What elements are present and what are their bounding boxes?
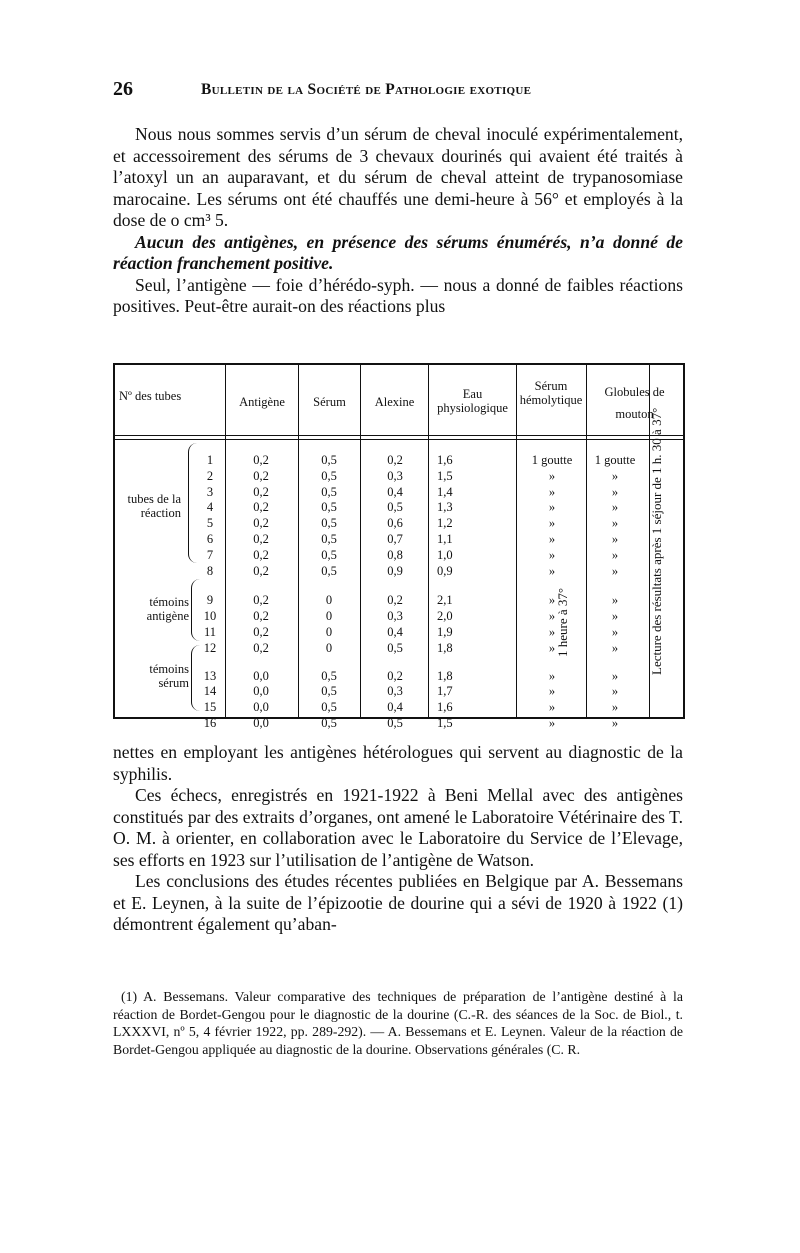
cell-antigene: 0,2 [253,453,269,467]
page-header [113,78,683,102]
cell-eau: 1,5 [437,468,453,483]
cell-antigene: 0,0 [253,684,269,699]
cell-alexine: 0,8 [387,547,403,562]
cell-serum: 0 [325,609,333,624]
cell-hemo: » [548,640,556,655]
cell-antigene: 0,2 [253,468,269,483]
cell-hemo: » [548,684,556,699]
paragraph: nettes en employant les antigènes hétérologues qui servent au diagnostic de la syphilis. [113,742,683,784]
paragraph: Nous nous sommes servis d’un sérum de cheval inoculé expérimentalement, et accessoirement des sérums de 3 chevaux dourinés qui avaient été traités à l’atoxyl un an auparavant, et du sérum de cheval atteint de trypanosomiase marocaine. Les sérums ont été chauffés une demi-heure à 56° et employés à la dose de o cm³ 5. [113,124,683,230]
cell-no: 1 [206,453,214,467]
cell-glob: » [611,700,619,715]
cell-eau: 1,2 [437,516,453,531]
cell-no: 5 [206,516,214,531]
header-alexine: Alexine [374,395,415,409]
top-text [113,124,683,318]
cell-antigene: 0,2 [253,532,269,546]
header-serum: Sérum [313,395,346,409]
cell-no: 3 [206,484,214,499]
cell-eau: 1,5 [437,716,453,730]
cell-no: 11 [203,625,217,639]
cell-hemo: » [548,532,556,546]
cell-alexine: 0,5 [387,716,403,730]
cell-no: 8 [206,563,214,578]
cell-glob: 1 goutte [594,453,636,467]
cell-alexine: 0,2 [387,668,403,683]
cell-eau: 1,6 [437,453,453,467]
running-title: Bulletin de la Société de Pathologie exotique [201,81,532,98]
results-table [113,363,685,730]
cell-eau: 2,1 [437,593,453,608]
cell-glob: » [611,684,619,699]
cell-glob: » [611,668,619,683]
cell-serum: 0 [325,593,333,608]
cell-glob: » [611,500,619,515]
cell-eau: 1,1 [437,532,453,546]
cell-eau: 1,6 [437,700,453,715]
cell-alexine: 0,2 [387,453,403,467]
cell-antigene: 0,0 [253,716,269,730]
cell-serum: 0,5 [321,516,337,531]
header-antigene: Antigène [239,395,285,409]
cell-hemo: » [548,668,556,683]
cell-antigene: 0,0 [253,668,269,683]
header-serum-hemolytique: Sérum hémolytique [519,379,583,407]
cell-antigene: 0,2 [253,484,269,499]
cell-serum: 0,5 [321,563,337,578]
cell-glob: » [611,716,619,730]
cell-alexine: 0,4 [387,625,403,639]
cell-no: 15 [203,700,217,715]
paragraph: Ces échecs, enregistrés en 1921-1922 à Beni Mellal avec des antigènes constitués par des extraits d’organes, ont amené le Laboratoire Vétérinaire des T. O. M. à orienter, en collaboration avec le Laboratoire du Service de l’Elevage, ses efforts en 1923 sur l’utilisation de l’antigène de Watson. [113,785,683,870]
cell-no: 2 [206,468,214,483]
cell-hemo: » [548,484,556,499]
cell-antigene: 0,2 [253,516,269,531]
cell-glob: » [611,468,619,483]
cell-eau: 1,0 [437,547,453,562]
cell-serum: 0,5 [321,468,337,483]
group-label-reaction: tubes de la réaction [127,492,181,520]
cell-serum: 0,5 [321,684,337,699]
cell-hemo: » [548,500,556,515]
paragraph: Seul, l’antigène — foie d’hérédo-syph. — nous a donné de faibles réactions positives. Peut-être aurait-on des réactions plus [113,274,683,316]
cell-hemo: 1 goutte [531,453,573,467]
cell-eau: 1,3 [437,500,453,515]
cell-serum: 0,5 [321,453,337,467]
cell-no: 4 [206,500,214,515]
cell-no: 9 [206,593,214,608]
cell-glob: » [611,516,619,531]
group-label-temoins-serum: témoins sérum [149,662,189,690]
cell-hemo: » [548,700,556,715]
cell-alexine: 0,3 [387,684,403,699]
cell-serum: 0,5 [321,500,337,515]
cell-alexine: 0,4 [387,484,403,499]
cell-alexine: 0,9 [387,563,403,578]
cell-antigene: 0,0 [253,700,269,715]
cell-alexine: 0,3 [387,609,403,624]
cell-antigene: 0,2 [253,500,269,515]
cell-glob: » [611,547,619,562]
cell-antigene: 0,2 [253,547,269,562]
cell-glob: » [611,484,619,499]
cell-no: 14 [203,684,217,699]
cell-hemo: » [548,563,556,578]
cell-alexine: 0,5 [387,500,403,515]
cell-serum: 0 [325,625,333,639]
cell-glob: » [611,640,619,655]
group-label-temoins-antigene: témoins antigène [146,595,189,623]
cell-no: 6 [206,532,214,546]
header-no-tubes: Nº des tubes [119,389,182,403]
cell-eau: 1,8 [437,640,453,655]
cell-serum: 0,5 [321,532,337,546]
cell-serum: 0,5 [321,484,337,499]
cell-glob: » [611,609,619,624]
cell-glob: » [611,563,619,578]
page-number: 26 [113,78,133,100]
cell-glob: » [611,532,619,546]
cell-no: 16 [203,716,217,730]
cell-no: 13 [203,668,217,683]
cell-eau: 2,0 [437,609,453,624]
cell-antigene: 0,2 [253,563,269,578]
cell-hemo: » [548,609,556,624]
cell-serum: 0,5 [321,700,337,715]
cell-hemo: » [548,625,556,639]
cell-eau: 1,8 [437,668,453,683]
cell-antigene: 0,2 [253,640,269,655]
paragraph: Les conclusions des études récentes publiées en Belgique par A. Bessemans et E. Leynen, à la suite de l’épizootie de dourine qui a sévi de 1920 à 1922 (1) démontrent également qu’aban- [113,871,683,934]
cell-eau: 1,4 [437,484,453,499]
cell-eau: 1,7 [437,684,453,699]
cell-no: 7 [206,547,214,562]
cell-eau: 1,9 [437,625,453,639]
cell-alexine: 0,6 [387,516,403,531]
footnote [113,988,683,1058]
cell-antigene: 0,2 [253,625,269,639]
italic-paragraph: Aucun des antigènes, en présence des sérums énumérés, n’a donné de réaction franchement positive. [113,231,683,273]
cell-glob: » [611,625,619,639]
cell-alexine: 0,4 [387,700,403,715]
cell-no: 10 [203,609,217,624]
cell-hemo: » [548,716,556,730]
cell-alexine: 0,7 [387,532,403,546]
cell-hemo: » [548,516,556,531]
cell-serum: 0 [325,640,333,655]
cell-antigene: 0,2 [253,593,269,608]
cell-serum: 0,5 [321,547,337,562]
cell-serum: 0,5 [321,716,337,730]
cell-eau: 0,9 [437,563,453,578]
header-globules: Globules de mouton [604,385,665,421]
cell-glob: » [611,593,619,608]
vertical-reading-note: Lecture des résultats après 1 séjour de 1 h. 30 à 37° [649,407,664,675]
cell-alexine: 0,5 [387,640,403,655]
cell-alexine: 0,2 [387,593,403,608]
cell-serum: 0,5 [321,668,337,683]
vertical-incubation-note: 1 heure à 37° [555,587,570,657]
cell-hemo: » [548,468,556,483]
cell-hemo: » [548,593,556,608]
cell-antigene: 0,2 [253,609,269,624]
header-eau: Eau physiologique [437,387,508,415]
cell-hemo: » [548,547,556,562]
bottom-text [113,742,683,936]
footnote-text: (1) A. Bessemans. Valeur comparative des techniques de préparation de l’antigène destiné à la réaction de Bordet-Gengou pour le diagnostic de la dourine (C.-R. des séances de la Soc. de Biol., t. LXXXVI, nº 5, 4 février 1922, pp. 289-292). — A. Bessemans et E. Leynen. Valeur de la réaction de Bordet-Gengou appliquée au diagnostic de la dourine. Observations générales (C. R. [113,989,683,1057]
cell-alexine: 0,3 [387,468,403,483]
cell-no: 12 [203,640,217,655]
